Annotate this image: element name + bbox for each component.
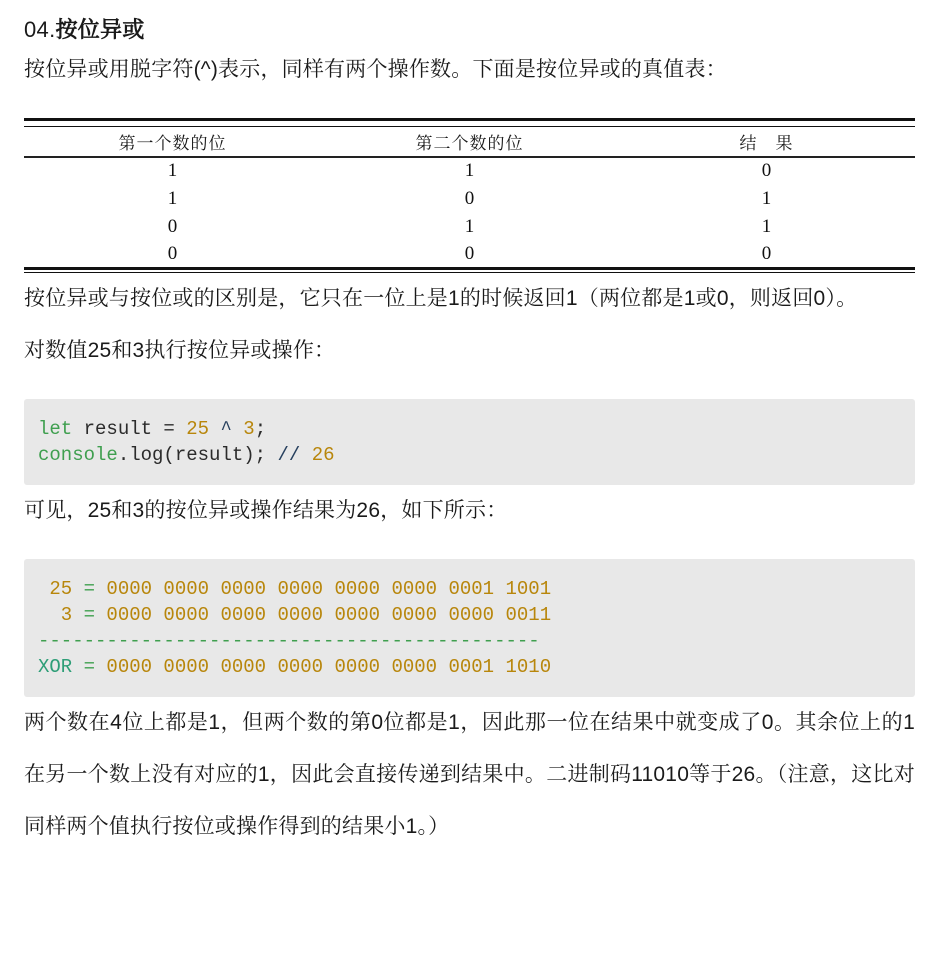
code-line: [38, 602, 901, 628]
table-cell: 0: [761, 242, 772, 264]
code-token: [95, 604, 106, 626]
paragraph-example-lead: 对数值25和3执行按位异或操作：: [24, 339, 336, 362]
code-token: --------------------------------------------: [38, 630, 540, 652]
page-title: [24, 16, 915, 44]
code-token: 0000 0000 0000 0000 0000 0000 0000 0011: [106, 604, 552, 626]
table-row: [24, 157, 915, 185]
code-token: [300, 444, 311, 466]
code-line: [38, 654, 901, 680]
code-token: ;: [254, 418, 267, 440]
table-cell: 0: [167, 215, 178, 237]
table-cell: 0: [464, 187, 475, 209]
table-cell: 1: [464, 160, 475, 181]
code-token: =: [83, 578, 96, 600]
table-row: [24, 241, 915, 269]
code-block-js: [24, 399, 915, 485]
truth-table-header-row: [24, 127, 915, 157]
document-page: [24, 16, 915, 853]
table-cell: 0: [464, 242, 475, 264]
code-token: 0000 0000 0000 0000 0000 0000 0001 1010: [106, 656, 552, 678]
table-cell: 1: [761, 215, 772, 237]
code-line: [38, 576, 901, 602]
code-token: =: [83, 656, 96, 678]
table-cell: 1: [761, 187, 772, 209]
title-number: 04.: [24, 17, 56, 42]
table-cell: 0: [167, 242, 178, 264]
truth-table: [24, 118, 915, 273]
table-cell: 1: [167, 160, 178, 181]
table-cell: 1: [464, 215, 475, 237]
table-row: [24, 213, 915, 241]
code-token: [95, 578, 106, 600]
paragraph-difference: 按位异或与按位或的区别是，它只在一位上是1的时候返回1（两位都是1或0，则返回0）。: [24, 287, 858, 310]
code-token: 0000 0000 0000 0000 0000 0000 0001 1001: [106, 578, 552, 600]
truth-table-grid: [24, 126, 915, 270]
code-token: console: [38, 444, 118, 466]
column-header-first-bit: 第一个数的位: [24, 127, 321, 157]
code-block-binary: [24, 559, 915, 697]
table-row: [24, 185, 915, 213]
code-token: result =: [72, 418, 187, 440]
code-token: [209, 418, 220, 440]
code-token: XOR: [38, 656, 84, 678]
code-token: //: [277, 444, 301, 466]
paragraph-result-lead: 可见，25和3的按位异或操作结果为26，如下所示：: [24, 499, 508, 522]
code-line: [38, 442, 901, 468]
code-token: =: [83, 604, 96, 626]
code-token: 26: [311, 444, 335, 466]
code-token: [95, 656, 106, 678]
code-token: let: [38, 418, 73, 440]
column-header-second-bit: 第二个数的位: [321, 127, 618, 157]
code-line: [38, 628, 901, 654]
code-token: [232, 418, 243, 440]
title-text: 按位异或: [55, 17, 145, 42]
code-token: 25: [38, 578, 84, 600]
paragraph-explanation: 两个数在4位上都是1，但两个数的第0位都是1，因此那一位在结果中就变成了0。其余位上的1在另一个数上没有对应的1，因此会直接传递到结果中。二进制码11010等于26。（注意，这比对同样两个值执行按位或操作得到的结果小1。）: [24, 711, 915, 838]
code-line: [38, 416, 901, 442]
column-header-result: 结 果: [618, 127, 915, 157]
code-token: 3: [243, 418, 255, 440]
table-cell: 1: [167, 187, 178, 209]
table-cell: 0: [761, 160, 772, 181]
paragraph-intro: 按位异或用脱字符(^)表示，同样有两个操作数。下面是按位异或的真值表：: [24, 58, 727, 81]
code-token: .log(result);: [117, 444, 278, 466]
code-token: 3: [38, 604, 84, 626]
code-token: ^: [220, 418, 232, 440]
code-token: 25: [186, 418, 210, 440]
